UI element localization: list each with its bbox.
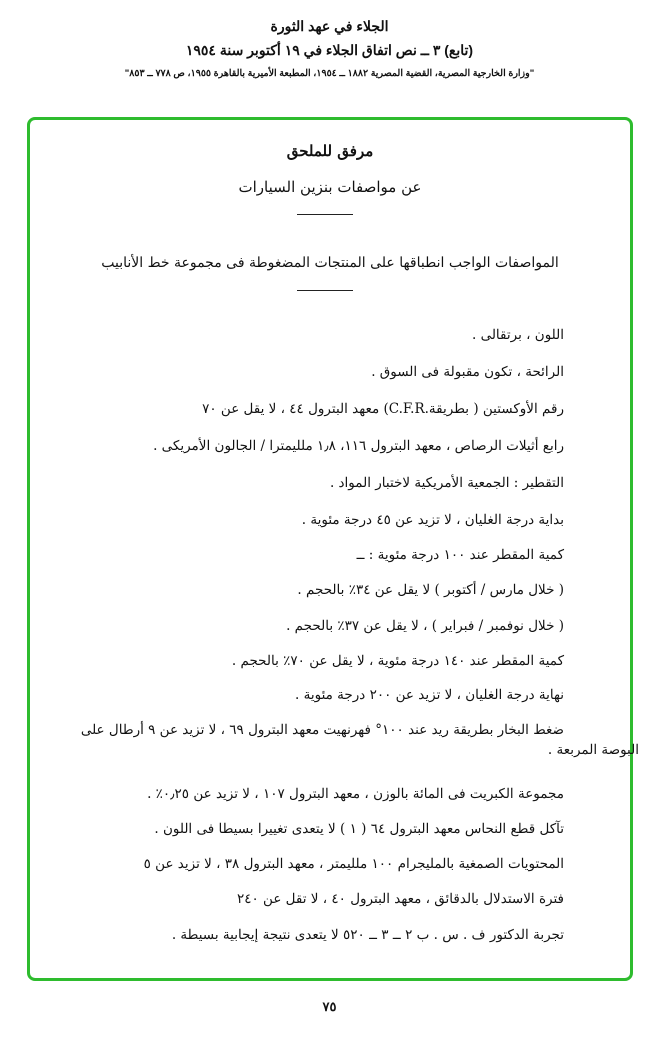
header-source: "وزارة الخارجية المصرية، القضية المصرية ١٨٨٢ ــ ١٩٥٤، المطبعة الأميرية بالقاهرة ١٩٥٥، ص ٧٧٨ ــ ٨٥٣" bbox=[124, 68, 535, 79]
spec-line: نهاية درجة الغليان ، لا تزيد عن ٢٠٠ درجة مئوية . bbox=[295, 687, 564, 703]
spec-line: تآكل قطع النحاس معهد البترول ٦٤ ( ١ ) لا يتعدى تغييرا بسيطا فى اللون . bbox=[154, 821, 564, 837]
spec-line: ( خلال مارس / أكتوبر ) لا يقل عن ٣٤٪ بالحجم . bbox=[297, 582, 564, 598]
spec-line: رقم الأوكستين ( بطريقة.C.F.R) معهد البترول ٤٤ ، لا يقل عن ٧٠ bbox=[202, 401, 564, 417]
document-title: مرفق للملحق bbox=[286, 142, 374, 160]
spec-line: التقطير : الجمعية الأمريكية لاختبار المواد . bbox=[329, 475, 564, 491]
header-subtitle: (تابع) ٣ ــ نص اتفاق الجلاء في ١٩ أكتوبر سنة ١٩٥٤ bbox=[185, 42, 474, 58]
spec-line: الرائحة ، تكون مقبولة فى السوق . bbox=[371, 364, 564, 380]
spec-line: المحتويات الصمغية بالمليجرام ١٠٠ ملليمتر ، معهد البترول ٣٨ ، لا تزيد عن ٥ bbox=[143, 856, 564, 872]
divider bbox=[297, 214, 353, 215]
page-number: ٧٥ bbox=[322, 1000, 337, 1015]
spec-line: كمية المقطر عند ١٠٠ درجة مئوية : ــ bbox=[356, 547, 564, 563]
spec-line: فترة الاستدلال بالدقائق ، معهد البترول ٤٠ ، لا تقل عن ٢٤٠ bbox=[236, 891, 564, 907]
spec-line: مجموعة الكبريت فى المائة بالوزن ، معهد البترول ١٠٧ ، لا تزيد عن ٠٫٢٥٪ . bbox=[147, 786, 564, 802]
spec-line: تجربة الدكتور ف . س . ب ٢ ــ ٣ ــ ٥٢٠ لا يتعدى نتيجة إيجابية بسيطة . bbox=[171, 927, 564, 943]
divider bbox=[297, 290, 353, 291]
document-heading: المواصفات الواجب انطباقها على المنتجات المضغوطة فى مجموعة خط الأنابيب bbox=[101, 255, 559, 271]
spec-line: ( خلال نوفمبر / فبراير ) ، لا يقل عن ٣٧٪ بالحجم . bbox=[286, 618, 564, 634]
spec-line: اللون ، برتقالى . bbox=[471, 327, 564, 343]
spec-line: ضغط البخار بطريقة ريد عند ١٠٠° فهرنهيت معهد البترول ٦٩ ، لا تزيد عن ٩ أرطال على البوصة المربعة . bbox=[80, 722, 639, 758]
document-subtitle: عن مواصفات بنزين السيارات bbox=[238, 178, 422, 196]
spec-line: بداية درجة الغليان ، لا تزيد عن ٤٥ درجة مئوية . bbox=[301, 512, 564, 528]
spec-line: كمية المقطر عند ١٤٠ درجة مئوية ، لا يقل عن ٧٠٪ بالحجم . bbox=[231, 653, 564, 669]
spec-line: رابع أثيلات الرصاص ، معهد البترول ١١٦، ١٫٨ ملليمترا / الجالون الأمريكى . bbox=[153, 438, 564, 454]
header-title: الجلاء في عهد الثورة bbox=[270, 18, 389, 34]
